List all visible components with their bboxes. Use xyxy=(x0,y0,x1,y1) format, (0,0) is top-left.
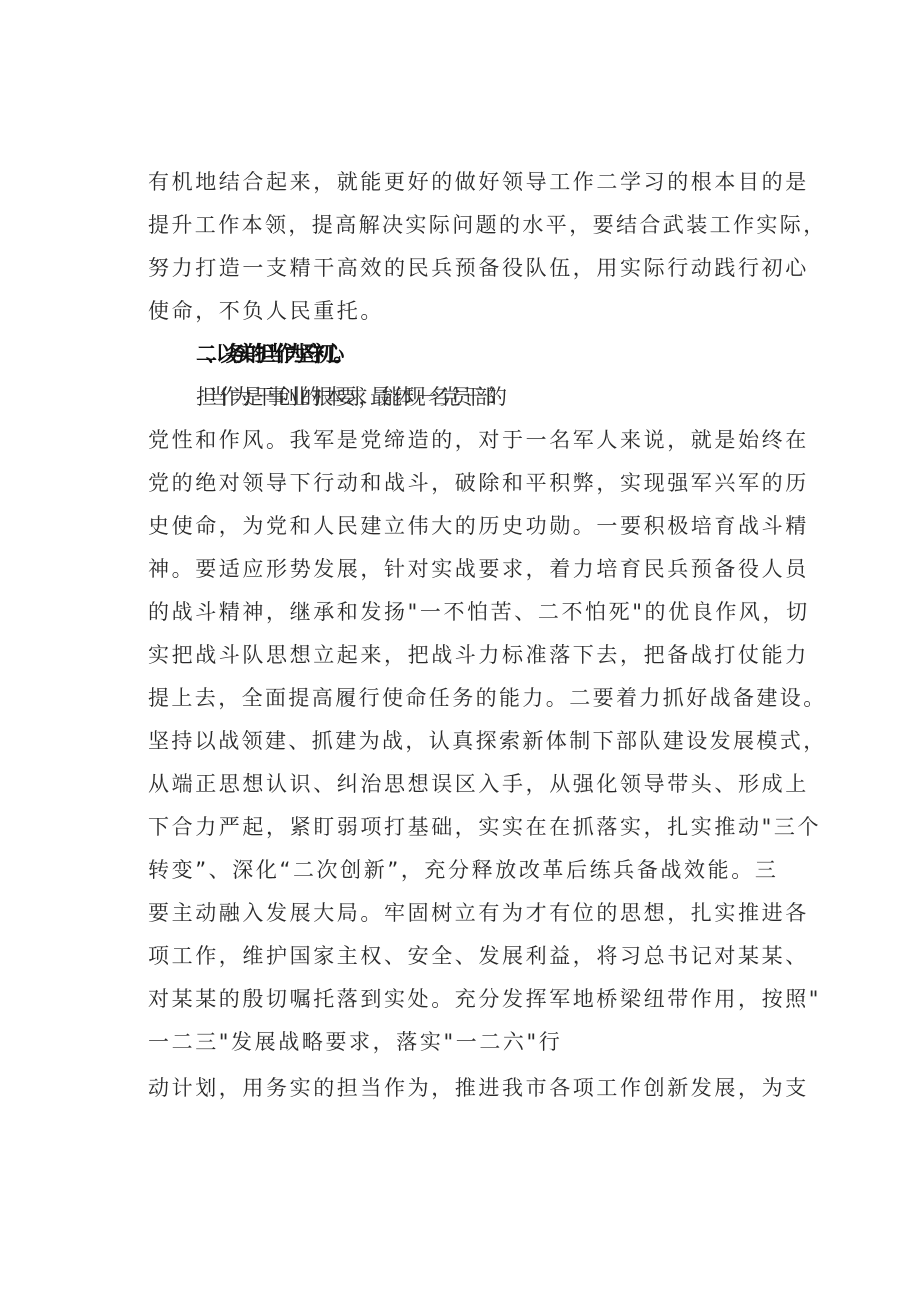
paragraph-line: 一二三"发展战略要求，落实"一二六"行 xyxy=(148,1030,563,1054)
paragraph-line: 有机地结合起来，就能更好的做好领导工作二学习的根本目的是 xyxy=(148,170,809,194)
paragraph-line: 要主动融入发展大局。牢固树立有为才有位的思想，扎实推进各 xyxy=(148,901,809,925)
paragraph-line: 从端正思想认识、纠治思想误区入手，从强化领导带头、形成上 xyxy=(148,772,809,796)
section-heading: 二、以务实的担当作为坚守初心。 xyxy=(196,342,343,366)
paragraph-line: 史使命，为党和人民建立伟大的历史功勋。一要积极培育战斗精 xyxy=(148,514,809,538)
paragraph-line: 的战斗精神，继承和发扬"一不怕苦、二不怕死"的优良作风，切 xyxy=(148,600,810,624)
paragraph-line: 努力打造一支精干高效的民兵预备役队伍，用实际行动践行初心 xyxy=(148,256,809,280)
paragraph-line: 神。要适应形势发展，针对实战要求，着力培育民兵预备役人员 xyxy=(148,557,809,581)
paragraph-line: 党性和作风。我军是党缔造的，对于一名军人来说，就是始终在 xyxy=(148,428,809,452)
paragraph-line: 提升工作本领，提高解决实际问题的水平，要结合武装工作实际， xyxy=(148,213,827,237)
paragraph-line: 担当作为是干事创业的根本要求，最能体现一名党员干部的 xyxy=(196,385,498,409)
paragraph-line: 提上去，全面提高履行使命任务的能力。二要着力抓好战备建设。 xyxy=(148,686,827,710)
paragraph-line: 使命，不负人民重托。 xyxy=(148,299,384,323)
paragraph-line: 下合力严起，紧盯弱项打基础，实实在在抓落实，扎实推动"三个 xyxy=(148,815,822,839)
paragraph-line: 动计划，用务实的担当作为，推进我市各项工作创新发展，为支 xyxy=(148,1076,809,1100)
paragraph-line: 项工作，维护国家主权、安全、发展利益，将习总书记对某某、 xyxy=(148,944,809,968)
paragraph-line: 实把战斗队思想立起来，把战斗力标准落下去，把备战打仗能力 xyxy=(148,643,809,667)
paragraph-line: 坚持以战领建、抓建为战，认真探索新体制下部队建设发展模式， xyxy=(148,729,827,753)
paragraph-line: 党的绝对领导下行动和战斗，破除和平积弊，实现强军兴军的历 xyxy=(148,471,809,495)
paragraph-line: 转变”、深化“二次创新”，充分释放改革后练兵备战效能。三 xyxy=(148,858,779,882)
paragraph-line: 对某某的殷切嘱托落到实处。充分发挥军地桥梁纽带作用，按照" xyxy=(148,987,822,1011)
